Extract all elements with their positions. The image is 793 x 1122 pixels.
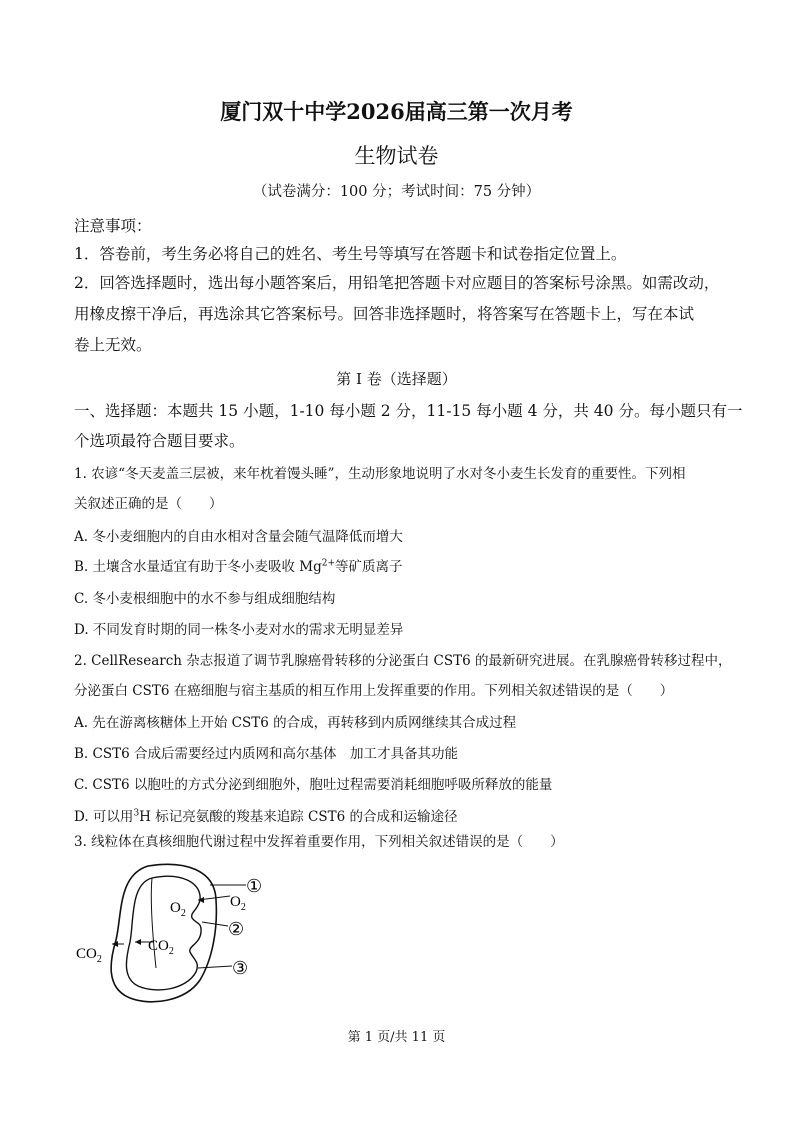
co2-outer-label: $CO_2$ <box>76 946 102 965</box>
structure-label-3: ③ <box>232 958 249 979</box>
co2-inner-arrow-head <box>135 939 141 945</box>
q1-option-b-text: B. 土壤含水量适宜有助于冬小麦吸收 Mg <box>74 559 322 575</box>
q1-stem-line-2: 关叙述正确的是（ ） <box>74 496 223 512</box>
notice-item-2-line-2: 用橡皮擦干净后，再选涂其它答案标号。回答非选择题时，将答案写在答题卡上，写在本试 <box>74 305 695 323</box>
notice-heading: 注意事项： <box>74 217 152 235</box>
q1-option-b-tail: 等矿质离子 <box>335 559 403 575</box>
co2-inner-label: $CO_2$ <box>148 938 174 957</box>
o2-inner-label: $O_2$ <box>170 900 186 919</box>
structure-label-2: ② <box>228 919 245 940</box>
exam-meta: （试卷满分：100 分；考试时间：75 分钟） <box>252 184 541 200</box>
q2-stem-line-1: 2. CellResearch 杂志报道了调节乳腺癌骨转移的分泌蛋白 CST6 的最新研究进展。在乳腺癌骨转移过程中， <box>74 653 732 669</box>
mitochondrion-inner-membrane <box>126 876 201 990</box>
page-footer: 第 1 页/共 11 页 <box>347 1030 446 1045</box>
section-instruction-line-1: 一、选择题：本题共 15 小题，1-10 每小题 2 分，11-15 每小题 4 分，共 40 分。每小题只有一 <box>74 402 743 420</box>
q2-stem-line-2: 分泌蛋白 CST6 在癌细胞与宿主基质的相互作用上发挥重要的作用。下列相关叙述错误的是（ ） <box>74 683 674 699</box>
mitochondrion-crista <box>151 878 156 968</box>
mitochondrion-diagram <box>70 860 290 1010</box>
notice-item-1: 1．答卷前，考生务必将自己的姓名、考生号等填写在答题卡和试卷指定位置上。 <box>74 245 627 263</box>
q1-option-a: A. 冬小麦细胞内的自由水相对含量会随气温降低而增大 <box>74 529 403 545</box>
q2-option-d-tail: H 标记亮氨酸的羧基来追踪 CST6 的合成和运输途径 <box>139 809 458 825</box>
leader-line-3 <box>198 966 232 968</box>
q2-option-c: C. CST6 以胞吐的方式分泌到细胞外，胞吐过程需要消耗细胞呼吸所释放的能量 <box>74 777 553 793</box>
q2-option-d-text: D. 可以用 <box>74 809 134 825</box>
q1-stem-line-1: 1. 农谚“冬天麦盖三层被，来年枕着馒头睡”，生动形象地说明了水对冬小麦生长发育的重要性。下列相 <box>74 466 686 482</box>
o2-outer-label: $O_2$ <box>230 894 246 913</box>
q1-option-d: D. 不同发育时期的同一株冬小麦对水的需求无明显差异 <box>74 622 404 638</box>
q2-option-d-superscript: 3 <box>133 808 140 819</box>
exam-subject: 生物试卷 <box>354 144 439 168</box>
q2-option-b: B. CST6 合成后需要经过内质网和高尔基体 加工才具备其功能 <box>74 746 458 762</box>
notice-item-2-line-3: 卷上无效。 <box>74 336 152 354</box>
leader-line-2 <box>202 922 228 926</box>
q2-option-d <box>74 805 458 825</box>
section-title: 第 I 卷（选择题） <box>336 370 457 388</box>
q1-option-b-superscript: 2+ <box>321 558 336 569</box>
notice-item-2-line-1: 2．回答选择题时，选出每小题答案后，用铅笔把答题卡对应题目的答案标号涂黑。如需改动， <box>74 274 720 292</box>
q2-option-a: A. 先在游离核糖体上开始 CST6 的合成，再转移到内质网继续其合成过程 <box>74 715 517 731</box>
structure-label-1: ① <box>246 876 263 897</box>
q1-option-b <box>74 555 403 575</box>
section-instruction-line-2: 个选项最符合题目要求。 <box>74 432 245 450</box>
q1-option-c: C. 冬小麦根细胞中的水不参与组成细胞结构 <box>74 591 336 607</box>
q3-stem: 3. 线粒体在真核细胞代谢过程中发挥着重要作用，下列相关叙述错误的是（ ） <box>74 834 564 850</box>
exam-title: 厦门双十中学2026届高三第一次月考 <box>220 99 573 124</box>
